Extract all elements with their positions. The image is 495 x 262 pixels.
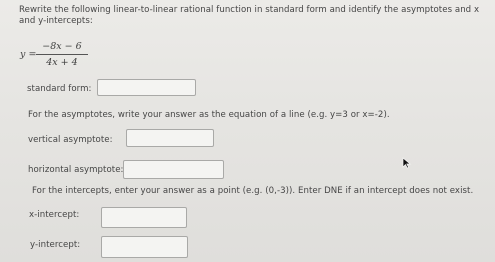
vertical-asymptote-label: vertical asymptote: [28,135,113,145]
question-text-line-2: and y-intercepts: [19,16,93,26]
y-intercept-label: y-intercept: [30,240,81,250]
horizontal-asymptote-input[interactable] [123,160,224,179]
question-text-line-1: Rewrite the following linear-to-linear rational function in standard form and identify the asymptotes and x [19,5,480,15]
vertical-asymptote-input[interactable] [126,129,214,147]
numerator: −8x − 6 [42,41,82,52]
standard-form-input[interactable] [97,79,196,96]
cursor-arrow-icon [402,154,412,173]
y-intercept-input[interactable] [101,236,188,258]
x-intercept-input[interactable] [101,207,187,228]
equation-lhs: y = [20,49,37,60]
intercept-instructions: For the intercepts, enter your answer as a point (e.g. (0,-3)). Enter DNE if an intercept does not exist. [32,186,474,196]
equation-fraction [36,40,88,69]
asymptote-instructions: For the asymptotes, write your answer as the equation of a line (e.g. y=3 or x=-2). [28,110,390,120]
denominator: 4x + 4 [46,57,78,68]
x-intercept-label: x-intercept: [29,210,80,220]
fraction-bar [36,54,88,55]
standard-form-label: standard form: [27,84,92,94]
horizontal-asymptote-label: horizontal asymptote: [28,165,124,175]
